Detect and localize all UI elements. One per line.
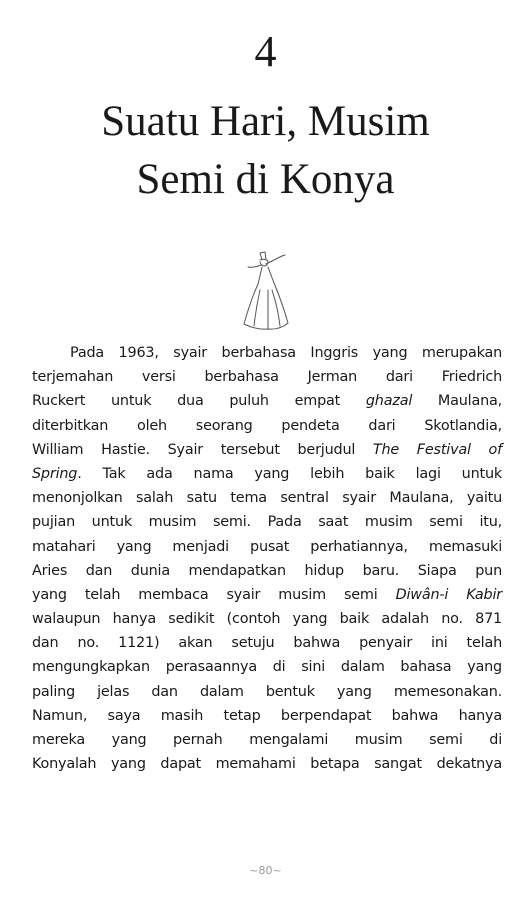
text-line: walaupun hanya sedikit (contoh yang baik adalah no. 871 <box>32 611 502 628</box>
whirling-dervish-icon <box>238 250 294 336</box>
text-line: yang telah membaca syair musim semi Diwân-i Kabir <box>32 586 502 603</box>
text-line: Namun, saya masih tetap berpendapat bahwa hanya <box>32 707 502 724</box>
text-line: Pada 1963, syair berbahasa Inggris yang merupakan <box>70 345 502 361</box>
text-line: matahari yang menjadi pusat perhatiannya, memasuki <box>32 538 502 555</box>
italic-title: The Festival of <box>372 441 502 458</box>
text-line: Spring. Tak ada nama yang lebih baik lagi untuk <box>32 465 502 482</box>
italic-title: Diwân-i Kabir <box>395 586 502 603</box>
chapter-title-line-1: Suatu Hari, Musim <box>101 98 430 145</box>
italic-title: Spring <box>32 465 78 482</box>
chapter-title <box>0 93 531 209</box>
body-paragraph <box>32 341 502 776</box>
text-line: Konyalah yang dapat memahami betapa sangat dekatnya <box>32 756 502 773</box>
text-line: mereka yang pernah mengalami musim semi di <box>32 732 502 748</box>
text-line: dan no. 1121) akan setuju bahwa penyair ini telah <box>32 635 502 652</box>
text-line: diterbitkan oleh seorang pendeta dari Skotlandia, <box>32 417 502 434</box>
text-line: William Hastie. Syair tersebut berjudul The Festival of <box>32 441 502 458</box>
chapter-number: 4 <box>254 27 277 76</box>
text-line: terjemahan versi berbahasa Jerman dari Friedrich <box>32 369 502 386</box>
chapter-title-line-2: Semi di Konya <box>136 156 395 203</box>
text-line: paling jelas dan dalam bentuk yang memesonakan. <box>32 683 502 700</box>
italic-term: ghazal <box>365 393 413 410</box>
page-number: ~80~ <box>249 864 282 877</box>
text-line: pujian untuk musim semi. Pada saat musim semi itu, <box>32 514 502 531</box>
text-line: Aries dan dunia mendapatkan hidup baru. Siapa pun <box>32 562 502 579</box>
text-line: menonjolkan salah satu tema sentral syair Maulana, yaitu <box>32 490 502 507</box>
text-line: mengungkapkan perasaannya di sini dalam bahasa yang <box>32 659 502 676</box>
text-line: Ruckert untuk dua puluh empat ghazal Maulana, <box>32 393 502 410</box>
